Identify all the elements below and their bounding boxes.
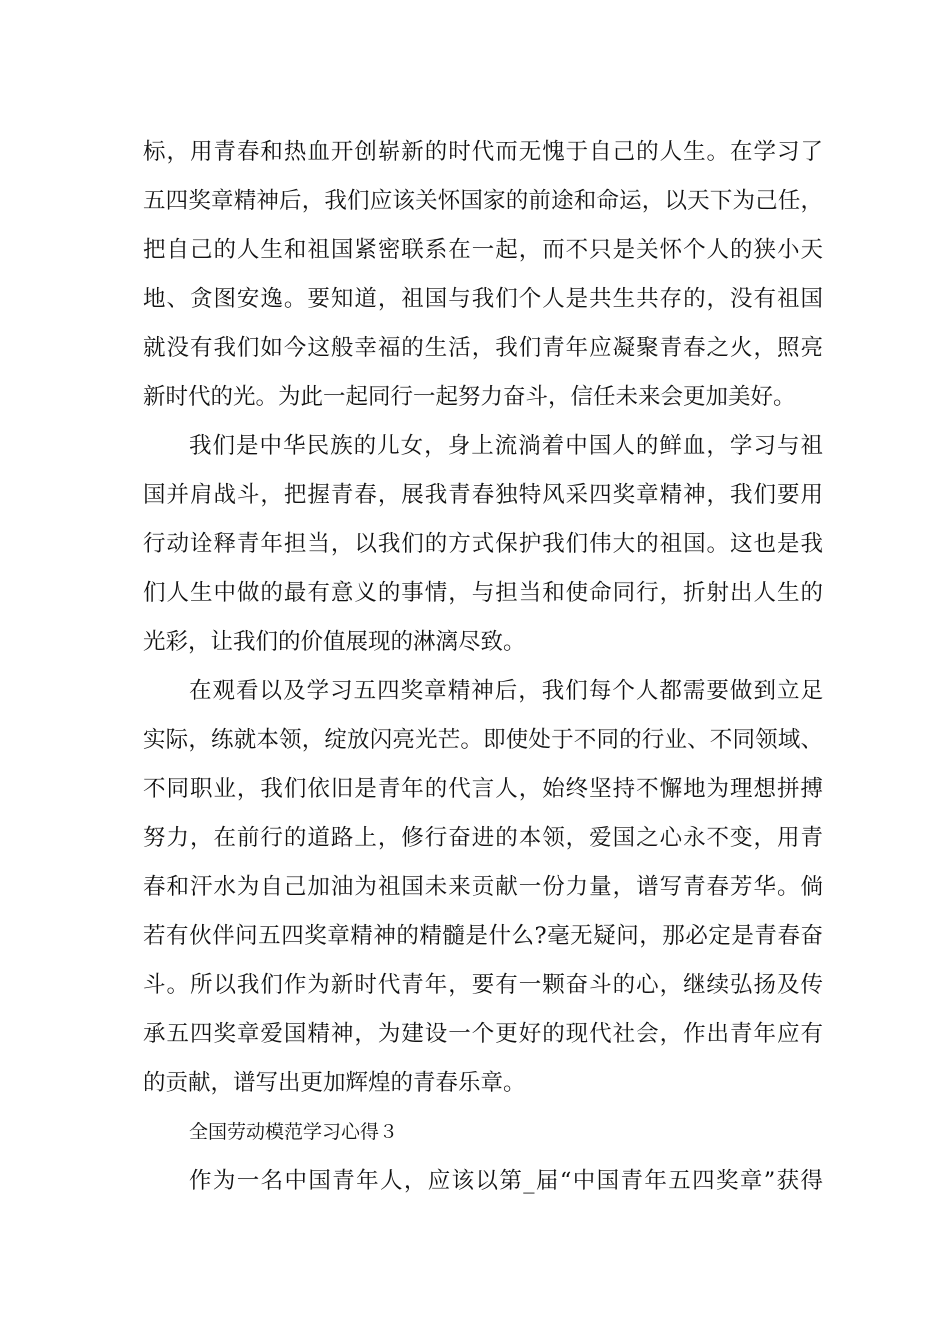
paragraph-1 — [143, 128, 823, 422]
text-line: 标，用青春和热血开创崭新的时代而无愧于自己的人生。在学习了 — [143, 139, 823, 165]
text-line: 新时代的光。为此一起同行一起努力奋斗，信任未来会更加美好。 — [143, 384, 796, 410]
text-line: 春和汗水为自己加油为祖国未来贡献一份力量，谱写青春芳华。倘 — [143, 874, 823, 900]
text-line: 若有伙伴问五四奖章精神的精髓是什么?毫无疑问，那必定是青春奋 — [143, 923, 823, 949]
text-line: 承五四奖章爱国精神，为建设一个更好的现代社会，作出青年应有 — [143, 1021, 823, 1047]
text-line: 的贡献，谱写出更加辉煌的青春乐章。 — [143, 1070, 526, 1096]
section-heading: 全国劳动模范学习心得３ — [189, 1121, 399, 1143]
text-line: 就没有我们如今这般幸福的生活，我们青年应凝聚青春之火，照亮 — [143, 335, 823, 361]
text-line: 不同职业，我们依旧是青年的代言人，始终坚持不懈地为理想拼搏 — [143, 776, 823, 802]
paragraph-2 — [143, 422, 823, 667]
text-line: 斗。所以我们作为新时代青年，要有一颗奋斗的心，继续弘扬及传 — [143, 972, 823, 998]
text-line: 行动诠释青年担当，以我们的方式保护我们伟大的祖国。这也是我 — [143, 531, 823, 557]
text-line: 地、贪图安逸。要知道，祖国与我们个人是共生共存的，没有祖国 — [143, 286, 823, 312]
text-line: 在观看以及学习五四奖章精神后，我们每个人都需要做到立足 — [189, 678, 823, 704]
document-body — [143, 128, 823, 1206]
text-line: 国并肩战斗，把握青春，展我青春独特风采四奖章精神，我们要用 — [143, 482, 823, 508]
text-line: 们人生中做的最有意义的事情，与担当和使命同行，折射出人生的 — [143, 580, 823, 606]
text-line: 实际，练就本领，绽放闪亮光芒。即使处于不同的行业、不同领域、 — [143, 727, 823, 753]
text-line: 把自己的人生和祖国紧密联系在一起，而不只是关怀个人的狭小天 — [143, 237, 823, 263]
paragraph-3 — [143, 667, 823, 1108]
text-line: 五四奖章精神后，我们应该关怀国家的前途和命运，以天下为己任， — [143, 188, 823, 214]
text-line: 努力，在前行的道路上，修行奋进的本领，爱国之心永不变，用青 — [143, 825, 823, 851]
text-line: 作为一名中国青年人，应该以第_届“中国青年五四奖章”获得 — [189, 1168, 823, 1194]
text-line: 光彩，让我们的价值展现的淋漓尽致。 — [143, 629, 526, 655]
text-line: 我们是中华民族的儿女，身上流淌着中国人的鲜血，学习与祖 — [189, 433, 823, 459]
